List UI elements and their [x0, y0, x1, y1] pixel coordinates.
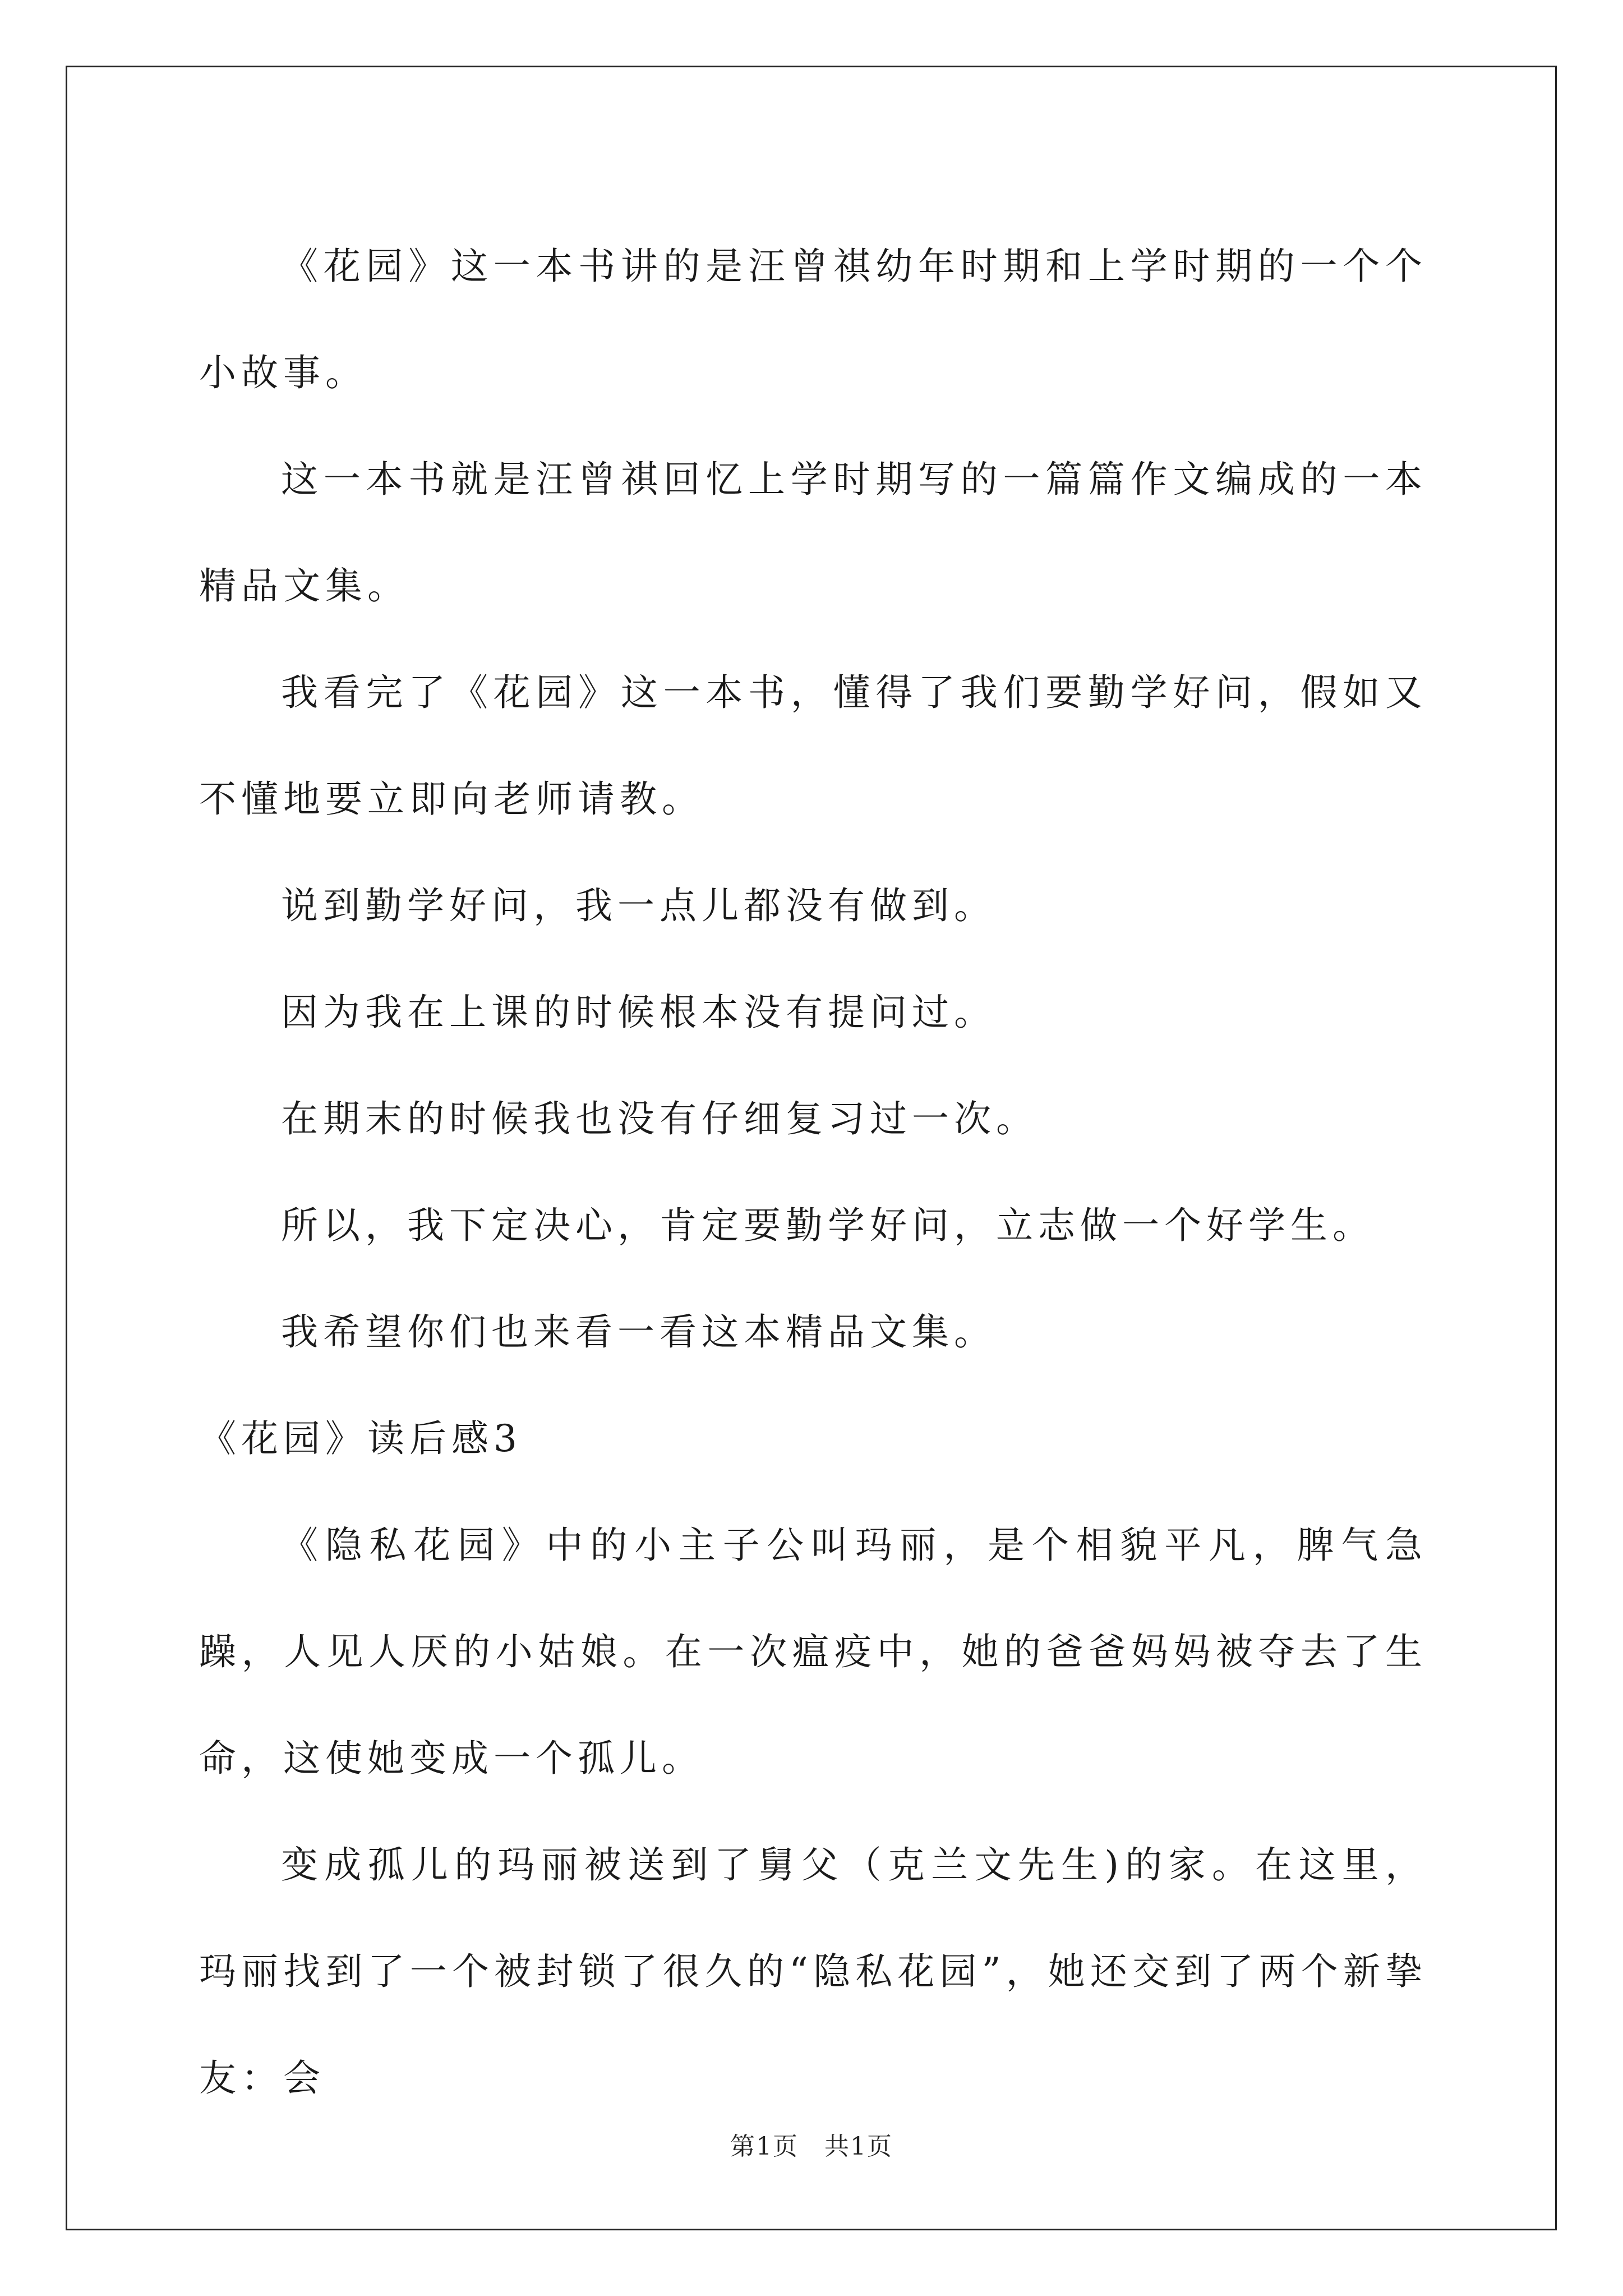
paragraph: 在期末的时候我也没有仔细复习过一次。 [281, 1097, 1038, 1140]
paragraph: 所以，我下定决心，肯定要勤学好问，立志做一个好学生。 [281, 1204, 1375, 1247]
paragraph: 因为我在上课的时候根本没有提问过。 [281, 991, 996, 1034]
paragraph: 《隐私花园》中的小主子公叫玛丽，是个相貌平凡，脾气急躁，人见人厌的小姑娘。在一次瘟疫中，她的爸爸妈妈被夺去了生命，这使她变成一个孤儿。 [199, 1524, 1427, 1780]
paragraph: 说到勤学好问，我一点儿都没有做到。 [281, 884, 996, 927]
paragraph: 我希望你们也来看一看这本精品文集。 [281, 1310, 996, 1354]
paragraph: 《花园》这一本书讲的是汪曾祺幼年时期和上学时期的一个个小故事。 [199, 245, 1427, 394]
paragraph: 变成孤儿的玛丽被送到了舅父（克兰文先生)的家。在这里，玛丽找到了一个被封锁了很久的“隐私花园”，她还交到了两个新挚友：会 [199, 1843, 1427, 2100]
page-footer: 第1页 共1页 [730, 2132, 893, 2161]
paragraph: 我看完了《花园》这一本书，懂得了我们要勤学好问，假如又不懂地要立即向老师请教。 [199, 671, 1427, 821]
section-heading: 《花园》读后感3 [199, 1417, 522, 1460]
document-body [199, 213, 1427, 2132]
paragraph: 这一本书就是汪曾祺回忆上学时期写的一篇篇作文编成的一本精品文集。 [199, 458, 1427, 608]
